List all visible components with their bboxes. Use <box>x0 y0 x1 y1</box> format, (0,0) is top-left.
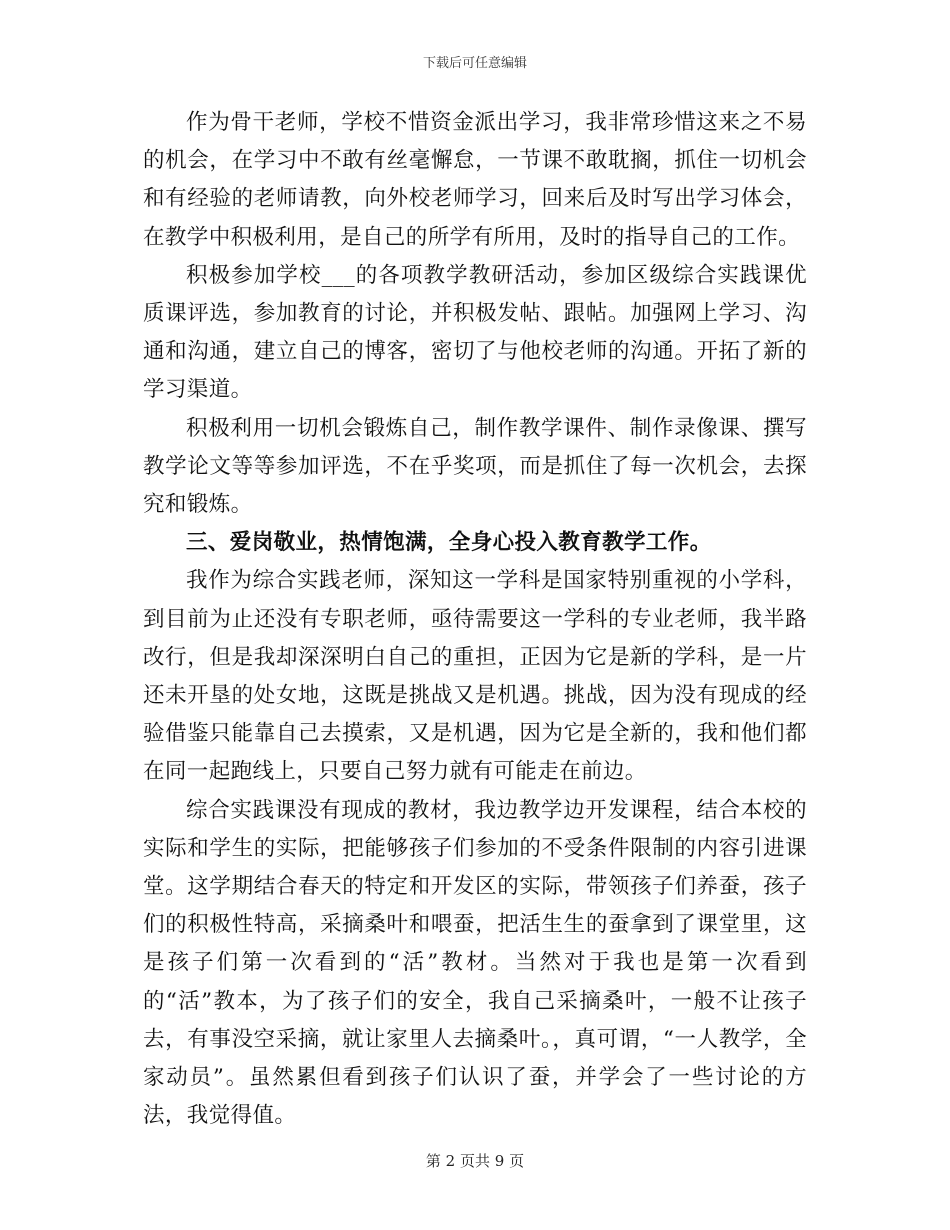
paragraph-2: 积极参加学校___的各项教学教研活动，参加区级综合实践课优质课评选，参加教育的讨论，并积极发帖、跟帖。加强网上学习、沟通和沟通，建立自己的博客，密切了与他校老师的沟通。开拓了新的学习渠道。 <box>143 262 807 403</box>
section-heading-3: 三、爱岗敬业，热情饱满，全身心投入教育教学工作。 <box>186 530 712 556</box>
paragraph-1: 作为骨干老师，学校不惜资金派出学习，我非常珍惜这来之不易的机会，在学习中不敢有丝毫懈怠，一节课不敢耽搁，抓住一切机会和有经验的老师请教，向外校老师学习，回来后及时写出学习体会，在教学中积极利用，是自己的所学有所用，及时的指导自己的工作。 <box>143 110 807 250</box>
page-header: 下载后可任意编辑 <box>422 56 527 71</box>
document-body <box>143 104 807 1135</box>
paragraph-5: 综合实践课没有现成的教材，我边教学边开发课程，结合本校的实际和学生的实际，把能够孩子们参加的不受条件限制的内容引进课堂。这学期结合春天的特定和开发区的实际，带领孩子们养蚕，孩子们的积极性特高，采摘桑叶和喂蚕，把活生生的蚕拿到了课堂里，这是孩子们第一次看到的“活”教材。当然对于我也是第一次看到的“活”教本，为了孩子们的安全，我自己采摘桑叶，一般不让孩子去，有事没空采摘，就让家里人去摘桑叶。，真可谓，“一人教学，全家动员”。虽然累但看到孩子们认识了蚕，并学会了一些讨论的方法，我觉得值。 <box>143 797 807 1129</box>
paragraph-4: 我作为综合实践老师，深知这一学科是国家特别重视的小学科，到目前为止还没有专职老师，亟待需要这一学科的专业老师，我半路改行，但是我却深深明白自己的重担，正因为它是新的学科，是一片还未开垦的处女地，这既是挑战又是机遇。挑战，因为没有现成的经验借鉴只能靠自己去摸索，又是机遇，因为它是全新的，我和他们都在同一起跑线上，只要自己努力就有可能走在前边。 <box>143 568 807 785</box>
paragraph-3: 积极利用一切机会锻炼自己，制作教学课件、制作录像课、撰写教学论文等等参加评选，不在乎奖项，而是抓住了每一次机会，去探究和锻炼。 <box>143 415 807 518</box>
page-footer: 第 2 页共 9 页 <box>425 1152 525 1170</box>
